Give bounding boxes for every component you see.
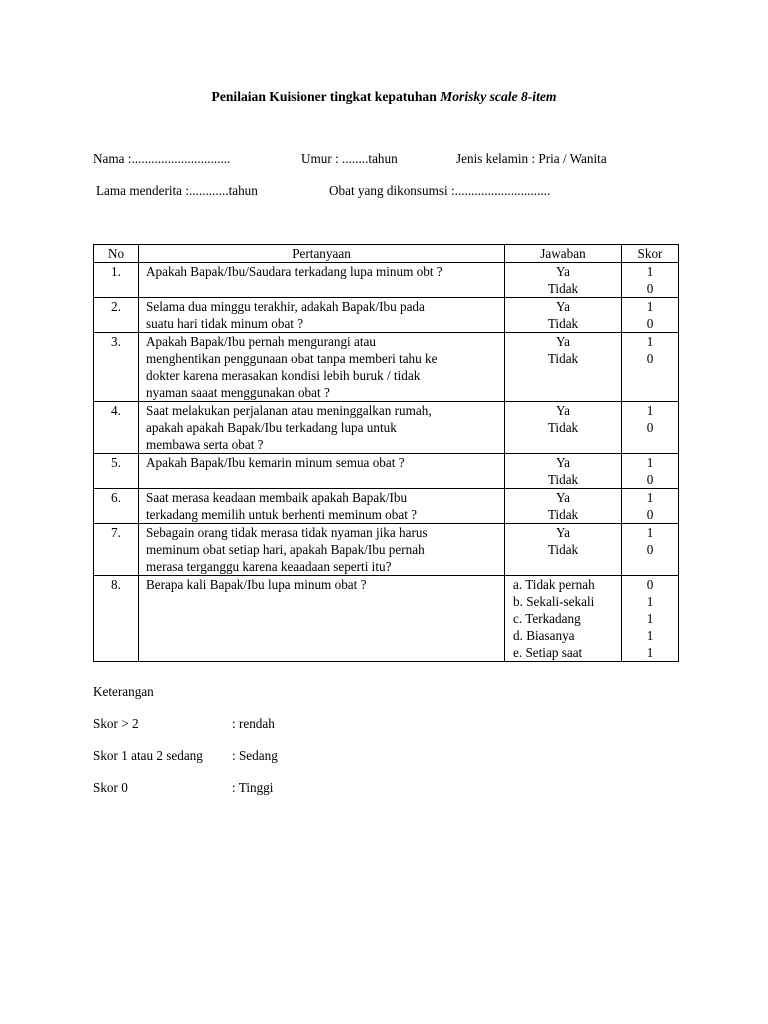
header-skor: Skor: [622, 245, 679, 263]
row-number: 2.: [94, 298, 139, 333]
score-value: 1: [646, 403, 654, 418]
field-nama: Nama :..............................: [93, 151, 231, 166]
question-line: Berapa kali Bapak/Ibu lupa minum obat ?: [146, 577, 367, 592]
table-row: [94, 333, 679, 402]
score-value: 0: [646, 542, 654, 557]
keterangan-value: : Tinggi: [232, 780, 274, 795]
score-value: 1: [646, 611, 654, 626]
answer-option: e. Setiap saat: [513, 645, 583, 660]
score-value: 1: [646, 594, 654, 609]
row-number: 3.: [94, 333, 139, 402]
table-row: [94, 524, 679, 576]
answer-cell: [505, 333, 622, 402]
row-number: 1.: [94, 263, 139, 298]
question-line: Apakah Bapak/Ibu kemarin minum semua obat ?: [146, 455, 405, 470]
question-cell: [139, 263, 505, 298]
score-cell: [622, 576, 679, 662]
answer-option: Tidak: [547, 316, 579, 331]
table-row: [94, 402, 679, 454]
score-cell: [622, 489, 679, 524]
answer-option: Ya: [555, 455, 571, 470]
score-value: 0: [646, 351, 654, 366]
question-cell: [139, 402, 505, 454]
field-jenis-kelamin: Jenis kelamin : Pria / Wanita: [456, 151, 607, 166]
answer-option: a. Tidak pernah: [513, 577, 595, 592]
answer-cell: [505, 263, 622, 298]
question-line: Saat merasa keadaan membaik apakah Bapak/Ibu: [146, 490, 408, 505]
header-jawaban: Jawaban: [505, 245, 622, 263]
question-line: membawa serta obat ?: [146, 437, 264, 452]
score-cell: [622, 454, 679, 489]
answer-cell: [505, 524, 622, 576]
row-number: 8.: [94, 576, 139, 662]
score-value: 1: [646, 628, 654, 643]
answer-option: Ya: [555, 490, 571, 505]
row-number: 6.: [94, 489, 139, 524]
keterangan-value: : Sedang: [232, 748, 278, 763]
answer-option: Ya: [555, 334, 571, 349]
header-no: No: [94, 245, 139, 263]
question-cell: [139, 524, 505, 576]
title-italic: Morisky scale 8-item: [440, 89, 557, 104]
row-number: 7.: [94, 524, 139, 576]
question-line: Selama dua minggu terakhir, adakah Bapak/Ibu pada: [146, 299, 425, 314]
question-line: Apakah Bapak/Ibu/Saudara terkadang lupa minum obt ?: [146, 264, 443, 279]
score-value: 0: [646, 507, 654, 522]
question-cell: [139, 454, 505, 489]
question-line: menghentikan penggunaan obat tanpa memberi tahu ke: [146, 351, 438, 366]
answer-option: d. Biasanya: [513, 628, 575, 643]
score-value: 1: [646, 645, 654, 660]
score-value: 1: [646, 299, 654, 314]
table-row: [94, 263, 679, 298]
score-value: 0: [646, 472, 654, 487]
score-value: 1: [646, 334, 654, 349]
question-line: Sebagain orang tidak merasa tidak nyaman jika harus: [146, 525, 428, 540]
score-cell: [622, 333, 679, 402]
score-cell: [622, 524, 679, 576]
answer-cell: [505, 576, 622, 662]
score-value: 1: [646, 490, 654, 505]
keterangan-label: Skor 1 atau 2 sedang: [93, 748, 203, 763]
table-body: [94, 263, 679, 662]
question-line: Apakah Bapak/Ibu pernah mengurangi atau: [146, 334, 376, 349]
answer-option: Ya: [555, 403, 571, 418]
answer-cell: [505, 454, 622, 489]
answer-option: b. Sekali-sekali: [513, 594, 595, 609]
table-row: [94, 298, 679, 333]
question-line: terkadang memilih untuk berhenti meminum obat ?: [146, 507, 418, 522]
field-obat: Obat yang dikonsumsi :.............................: [329, 183, 551, 198]
question-line: dokter karena merasakan kondisi lebih buruk / tidak: [146, 368, 421, 383]
score-cell: [622, 402, 679, 454]
question-cell: [139, 489, 505, 524]
question-cell: [139, 333, 505, 402]
question-cell: [139, 576, 505, 662]
answer-option: Tidak: [547, 507, 579, 522]
score-cell: [622, 263, 679, 298]
score-value: 0: [646, 281, 654, 296]
score-value: 1: [646, 525, 654, 540]
score-value: 1: [646, 455, 654, 470]
answer-option: Ya: [555, 264, 571, 279]
answer-option: c. Terkadang: [513, 611, 581, 626]
score-value: 0: [646, 316, 654, 331]
keterangan-heading: Keterangan: [93, 684, 154, 699]
answer-option: Tidak: [547, 472, 579, 487]
question-line: nyaman saaat menggunakan obat ?: [146, 385, 330, 400]
keterangan-label: Skor > 2: [93, 716, 139, 731]
field-lama-menderita: Lama menderita :............tahun: [96, 183, 258, 198]
answer-option: Tidak: [547, 420, 579, 435]
score-value: 0: [646, 577, 654, 592]
page-title: [0, 89, 768, 105]
answer-cell: [505, 298, 622, 333]
question-line: meminum obat setiap hari, apakah Bapak/Ibu pernah: [146, 542, 425, 557]
title-main: Penilaian Kuisioner tingkat kepatuhan: [211, 89, 437, 104]
row-number: 5.: [94, 454, 139, 489]
answer-cell: [505, 402, 622, 454]
answer-cell: [505, 489, 622, 524]
answer-option: Ya: [555, 525, 571, 540]
question-line: Saat melakukan perjalanan atau meninggalkan rumah,: [146, 403, 432, 418]
keterangan-value: : rendah: [232, 716, 275, 731]
answer-option: Tidak: [547, 281, 579, 296]
answer-option: Tidak: [547, 351, 579, 366]
table-row: [94, 576, 679, 662]
table-row: [94, 489, 679, 524]
row-number: 4.: [94, 402, 139, 454]
questionnaire-table: [93, 244, 679, 662]
field-umur: Umur : ........tahun: [301, 151, 398, 166]
table-row: [94, 454, 679, 489]
score-value: 0: [646, 420, 654, 435]
question-line: merasa terganggu karena keaadaan seperti itu?: [146, 559, 392, 574]
table-header-row: [94, 245, 679, 263]
header-pertanyaan: Pertanyaan: [139, 245, 505, 263]
answer-option: Tidak: [547, 542, 579, 557]
score-cell: [622, 298, 679, 333]
score-value: 1: [646, 264, 654, 279]
question-line: suatu hari tidak minum obat ?: [146, 316, 304, 331]
question-line: apakah apakah Bapak/Ibu terkadang lupa untuk: [146, 420, 397, 435]
answer-option: Ya: [555, 299, 571, 314]
keterangan-label: Skor 0: [93, 780, 128, 795]
question-cell: [139, 298, 505, 333]
